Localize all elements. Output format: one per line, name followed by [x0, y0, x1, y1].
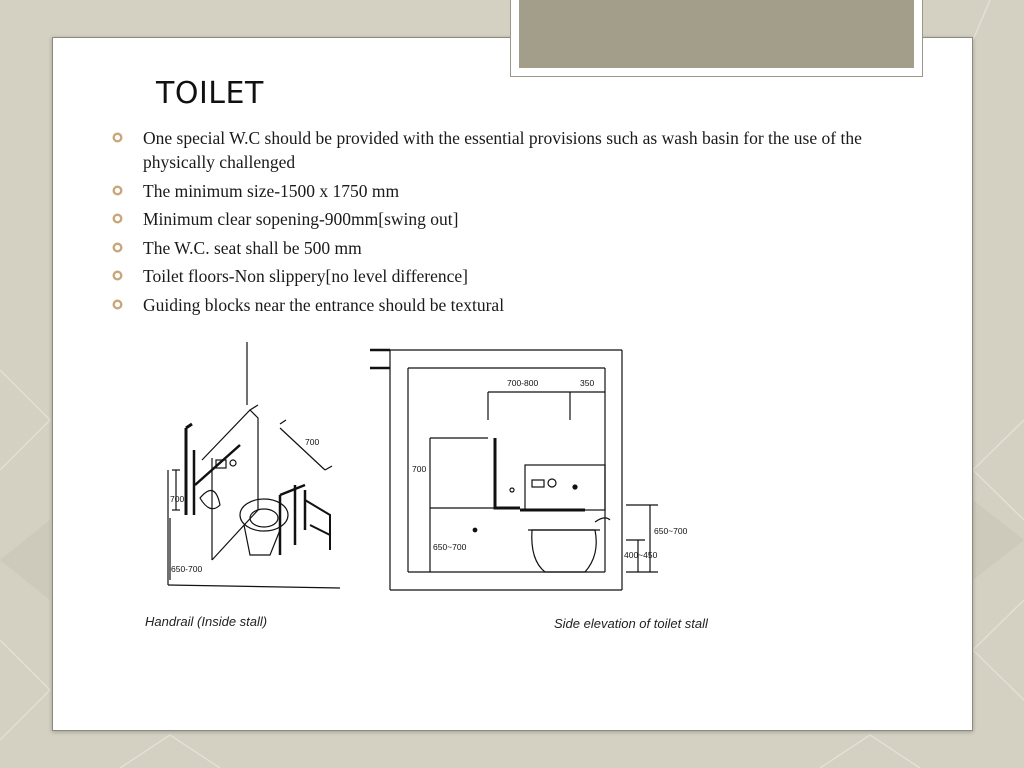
bullet-text: Minimum clear sopening-900mm[swing out]	[143, 209, 459, 229]
ring-bullet-icon	[112, 185, 123, 196]
bullet-text: The minimum size-1500 x 1750 mm	[143, 180, 400, 201]
dim-label: 650~700	[433, 542, 467, 552]
ring-bullet-icon	[112, 213, 123, 224]
toilet-diagram	[140, 340, 740, 640]
handrail-isometric-drawing	[168, 342, 340, 588]
ring-bullet-icon	[112, 270, 123, 281]
bullet-item	[112, 179, 932, 203]
ring-bullet-icon	[112, 242, 123, 253]
bullet-item	[112, 264, 932, 288]
dim-label: 700	[170, 494, 185, 504]
ring-bullet-icon	[112, 299, 123, 310]
bullet-text: Toilet floors-Non slippery[no level difference]	[143, 266, 469, 286]
bullet-item	[112, 236, 932, 260]
bullet-text: Guiding blocks near the entrance should be textural	[143, 294, 505, 315]
bullet-list	[112, 126, 932, 321]
dim-label: 650-700	[171, 564, 203, 574]
dim-label: 700	[305, 437, 320, 447]
figure-caption-right: Side elevation of toilet stall	[554, 616, 708, 631]
figure-caption-left: Handrail (Inside stall)	[145, 614, 268, 629]
header-tab	[510, 0, 923, 77]
header-tab-fill	[519, 0, 914, 68]
dim-label: 400~450	[624, 550, 658, 560]
bullet-item	[112, 126, 932, 174]
slide-title: TOILET	[156, 76, 264, 111]
dim-label: 700	[412, 464, 427, 474]
dim-label: 700-800	[507, 378, 539, 388]
dim-label: 650~700	[654, 526, 688, 536]
bullet-text: One special W.C should be provided with the essential provisions such as wash basin for the use of the physically challenged	[143, 128, 862, 172]
toilet-diagram-figure	[140, 340, 740, 640]
bullet-item	[112, 207, 932, 231]
dim-label: 350	[580, 378, 595, 388]
ring-bullet-icon	[112, 132, 123, 143]
bullet-text: The W.C. seat shall be 500 mm	[143, 237, 362, 258]
bullet-item	[112, 293, 932, 317]
